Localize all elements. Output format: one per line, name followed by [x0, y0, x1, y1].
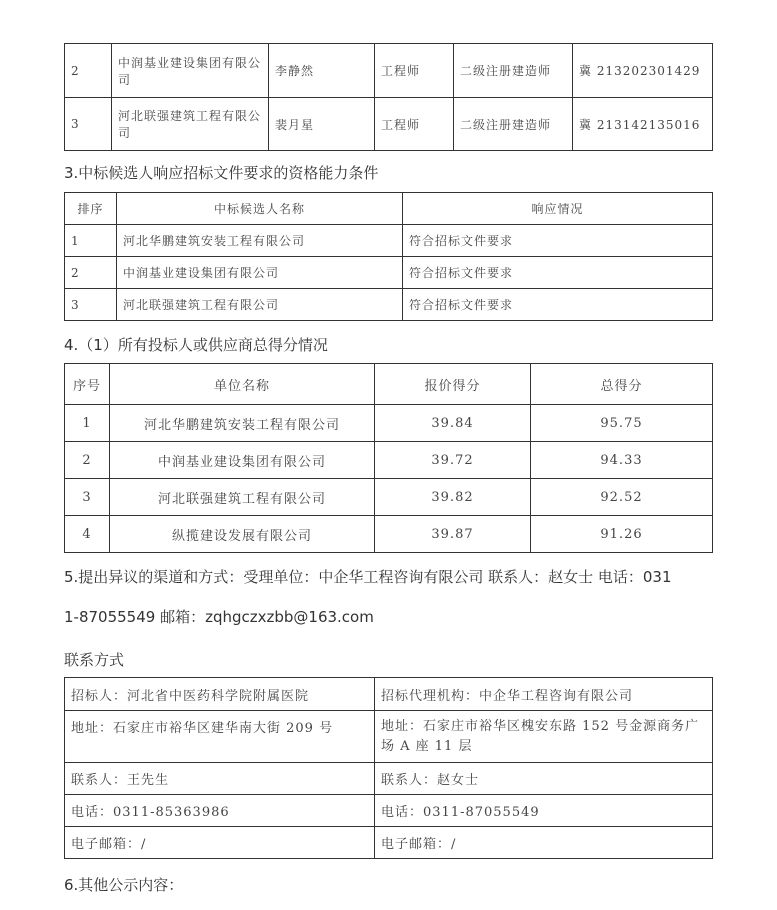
qualification-response-table	[64, 192, 713, 321]
contact-person-cell: 联系人：王先生	[65, 763, 375, 795]
contact-table	[64, 677, 713, 859]
total-score: 91.26	[531, 516, 713, 553]
table-row	[65, 225, 713, 257]
candidate-name: 中润基业建设集团有限公司	[117, 257, 403, 289]
certificate: 二级注册建造师	[454, 44, 573, 98]
email-cell: 电子邮箱：/	[375, 827, 713, 859]
table-row	[65, 763, 713, 795]
row-number: 2	[65, 442, 110, 479]
objection-channel-line2: 1-87055549 邮箱：zqhgczxzbb@163.com	[64, 608, 374, 626]
contact-heading: 联系方式	[64, 651, 125, 669]
bidder-name: 中润基业建设集团有限公司	[110, 442, 375, 479]
row-number: 3	[65, 479, 110, 516]
price-score: 39.84	[375, 405, 531, 442]
bidder-name: 河北华鹏建筑安装工程有限公司	[110, 405, 375, 442]
table-row	[65, 405, 713, 442]
column-header: 报价得分	[375, 364, 531, 405]
column-header: 序号	[65, 364, 110, 405]
score-table	[64, 363, 713, 553]
table-row	[65, 795, 713, 827]
certificate-number: 冀 213202301429	[573, 44, 713, 98]
table-row	[65, 479, 713, 516]
job-title: 工程师	[375, 98, 454, 151]
row-number: 2	[65, 44, 112, 98]
address-cell: 地址：石家庄市裕华区建华南大街 209 号	[65, 711, 375, 763]
table-row	[65, 98, 713, 151]
rank-cell: 1	[65, 225, 117, 257]
column-header: 响应情况	[403, 193, 713, 225]
rank-cell: 2	[65, 257, 117, 289]
total-score: 92.52	[531, 479, 713, 516]
person-name: 李静然	[269, 44, 375, 98]
table-row	[65, 257, 713, 289]
contact-person-cell: 联系人：赵女士	[375, 763, 713, 795]
tenderer-cell: 招标人：河北省中医药科学院附属医院	[65, 678, 375, 711]
certificate: 二级注册建造师	[454, 98, 573, 151]
table-row	[65, 516, 713, 553]
candidate-name: 河北华鹏建筑安装工程有限公司	[117, 225, 403, 257]
total-score: 95.75	[531, 405, 713, 442]
table-header-row	[65, 364, 713, 405]
personnel-table	[64, 43, 713, 151]
row-number: 3	[65, 98, 112, 151]
person-name: 裴月星	[269, 98, 375, 151]
price-score: 39.87	[375, 516, 531, 553]
job-title: 工程师	[375, 44, 454, 98]
phone-cell: 电话：0311-85363986	[65, 795, 375, 827]
phone-cell: 电话：0311-87055549	[375, 795, 713, 827]
response-cell: 符合招标文件要求	[403, 257, 713, 289]
row-number: 4	[65, 516, 110, 553]
objection-channel-line1: 5.提出异议的渠道和方式：受理单位：中企华工程咨询有限公司 联系人：赵女士 电话：031	[64, 568, 672, 586]
section4-heading: 4.（1）所有投标人或供应商总得分情况	[64, 336, 328, 354]
column-header: 单位名称	[110, 364, 375, 405]
section6-heading: 6.其他公示内容：	[64, 876, 184, 894]
table-row	[65, 678, 713, 711]
price-score: 39.82	[375, 479, 531, 516]
table-row	[65, 289, 713, 321]
table-row	[65, 44, 713, 98]
response-cell: 符合招标文件要求	[403, 225, 713, 257]
price-score: 39.72	[375, 442, 531, 479]
section3-heading: 3.中标候选人响应招标文件要求的资格能力条件	[64, 164, 379, 182]
rank-cell: 3	[65, 289, 117, 321]
company-name: 中润基业建设集团有限公司	[112, 44, 269, 98]
column-header: 中标候选人名称	[117, 193, 403, 225]
address-cell: 地址：石家庄市裕华区槐安东路 152 号金源商务广场 A 座 11 层	[375, 711, 713, 763]
email-cell: 电子邮箱：/	[65, 827, 375, 859]
total-score: 94.33	[531, 442, 713, 479]
company-name: 河北联强建筑工程有限公司	[112, 98, 269, 151]
bidder-name: 河北联强建筑工程有限公司	[110, 479, 375, 516]
table-row	[65, 827, 713, 859]
agency-cell: 招标代理机构：中企华工程咨询有限公司	[375, 678, 713, 711]
table-header-row	[65, 193, 713, 225]
row-number: 1	[65, 405, 110, 442]
table-row	[65, 442, 713, 479]
certificate-number: 冀 213142135016	[573, 98, 713, 151]
bidder-name: 纵揽建设发展有限公司	[110, 516, 375, 553]
column-header: 总得分	[531, 364, 713, 405]
response-cell: 符合招标文件要求	[403, 289, 713, 321]
candidate-name: 河北联强建筑工程有限公司	[117, 289, 403, 321]
table-row	[65, 711, 713, 763]
column-header: 排序	[65, 193, 117, 225]
